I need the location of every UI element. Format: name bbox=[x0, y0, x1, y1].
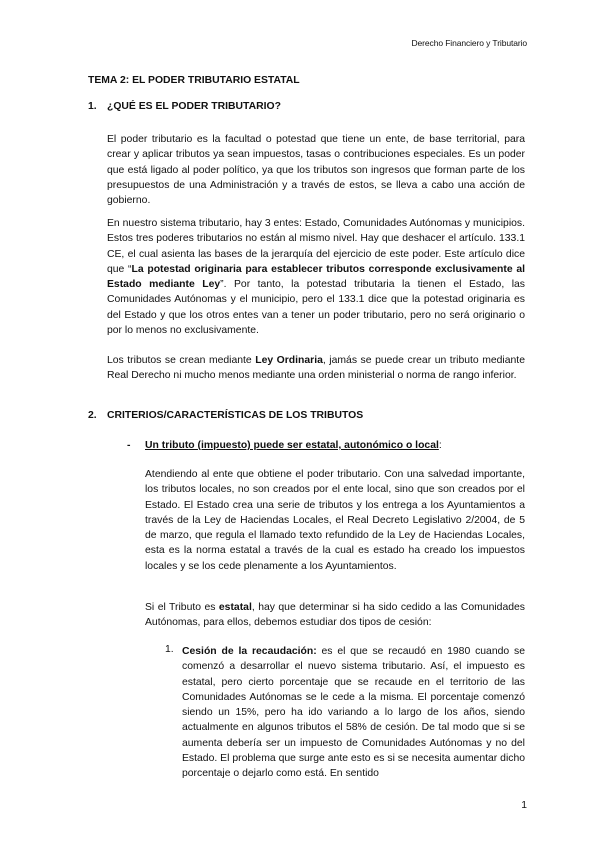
paragraph: Atendiendo al ente que obtiene el poder tributario. Con una salvedad importante, los tributos locales, no son creados por el ente local, sino que son creados por el Estado. El Estado crea una serie de tributos y los entrega a los Ayuntamientos a través de la Ley de Haciendas Locales, el Real Decreto Legislativo 2/2004, de 5 de marzo, que regula el llamado texto refundido de la Ley de Haciendas Locales, esta es la norma estatal a través de la cual es estado ha creado los impuestos locales y se los cede plenamente a los Ayuntamientos. bbox=[145, 469, 525, 572]
page-number: 1 bbox=[521, 800, 527, 811]
section-title: CRITERIOS/CARACTERÍSTICAS DE LOS TRIBUTOS bbox=[107, 410, 364, 421]
paragraph: Los tributos se crean mediante Ley Ordinaria, jamás se puede crear un tributo mediante Real Derecho ni mucho menos mediante una orden ministerial o norma de rango inferior. bbox=[107, 355, 525, 382]
section-number: 2. bbox=[88, 410, 97, 421]
section-title: ¿QUÉ ES EL PODER TRIBUTARIO? bbox=[107, 101, 281, 112]
list-item-title: Cesión de la recaudación: bbox=[182, 646, 317, 657]
bold-term: estatal bbox=[218, 602, 252, 613]
bullet-dash: - bbox=[127, 440, 131, 451]
running-header: Derecho Financiero y Tributario bbox=[411, 38, 527, 48]
bullet-text: Un tributo (impuesto) puede ser estatal, autonómico o local: bbox=[145, 440, 442, 451]
page-title: TEMA 2: EL PODER TRIBUTARIO ESTATAL bbox=[88, 75, 300, 86]
paragraph: Si el Tributo es estatal, hay que determinar si ha sido cedido a las Comunidades Autónomas, para ellos, debemos estudiar dos tipos de cesión: bbox=[145, 602, 525, 629]
list-number: 1. bbox=[165, 644, 174, 655]
bold-term: Ley Ordinaria bbox=[255, 355, 323, 366]
section-number: 1. bbox=[88, 101, 97, 112]
paragraph: El poder tributario es la facultad o potestad que tiene un ente, de base territorial, para crear y aplicar tributos ya sean impuestos, tasas o contribuciones especiales. Es un poder que está ligado al poder político, ya que los tributos son ingresos que forman parte de los presupuestos de una Administración y a través de estos, se lleva a cabo una acción de gobierno. bbox=[107, 134, 525, 207]
list-item-text: Cesión de la recaudación: es el que se recaudó en 1980 cuando se comenzó a desarrollar el nuevo sistema tributario. Así, el impuesto es estatal, pero cierto porcentaje que se recaude en el territorio de las Comunidades Autónomas se le cede a la misma. El porcentaje comenzó siendo un 15%, pero ha ido variando a lo largo de los años, siendo actualmente en algunos tributos el 58% de cesión. De tal modo que si se aumenta debería ser un impuesto de Comunidades Autónomas y no del Estado. El problema que surge ante esto es si se necesita aumentar dicho porcentaje o dejarlo como está. En sentido bbox=[182, 646, 525, 780]
paragraph: En nuestro sistema tributario, hay 3 entes: Estado, Comunidades Autónomas y municipios. Estos tres poderes tributarios no están al mismo nivel. Hay que deshacer el artículo. 133.1 CE, el cual asienta las bases de la jerarquía del ejercicio de este poder. Este artículo dice que “La potestad originaria para establecer tributos corresponde exclusivamente al Estado mediante Ley”. Por tanto, la potestad tributaria la tienen el Estado, las Comunidades Autónomas y el municipio, pero el 133.1 dice que la potestad originaria es del Estado y que los otros entes van a tener un poder tributario, pero no será originario o por lo menos no exclusivamente. bbox=[107, 218, 525, 337]
bold-quote: La potestad originaria para establecer tributos corresponde exclusivamente al Estado mediante Ley bbox=[107, 263, 525, 291]
